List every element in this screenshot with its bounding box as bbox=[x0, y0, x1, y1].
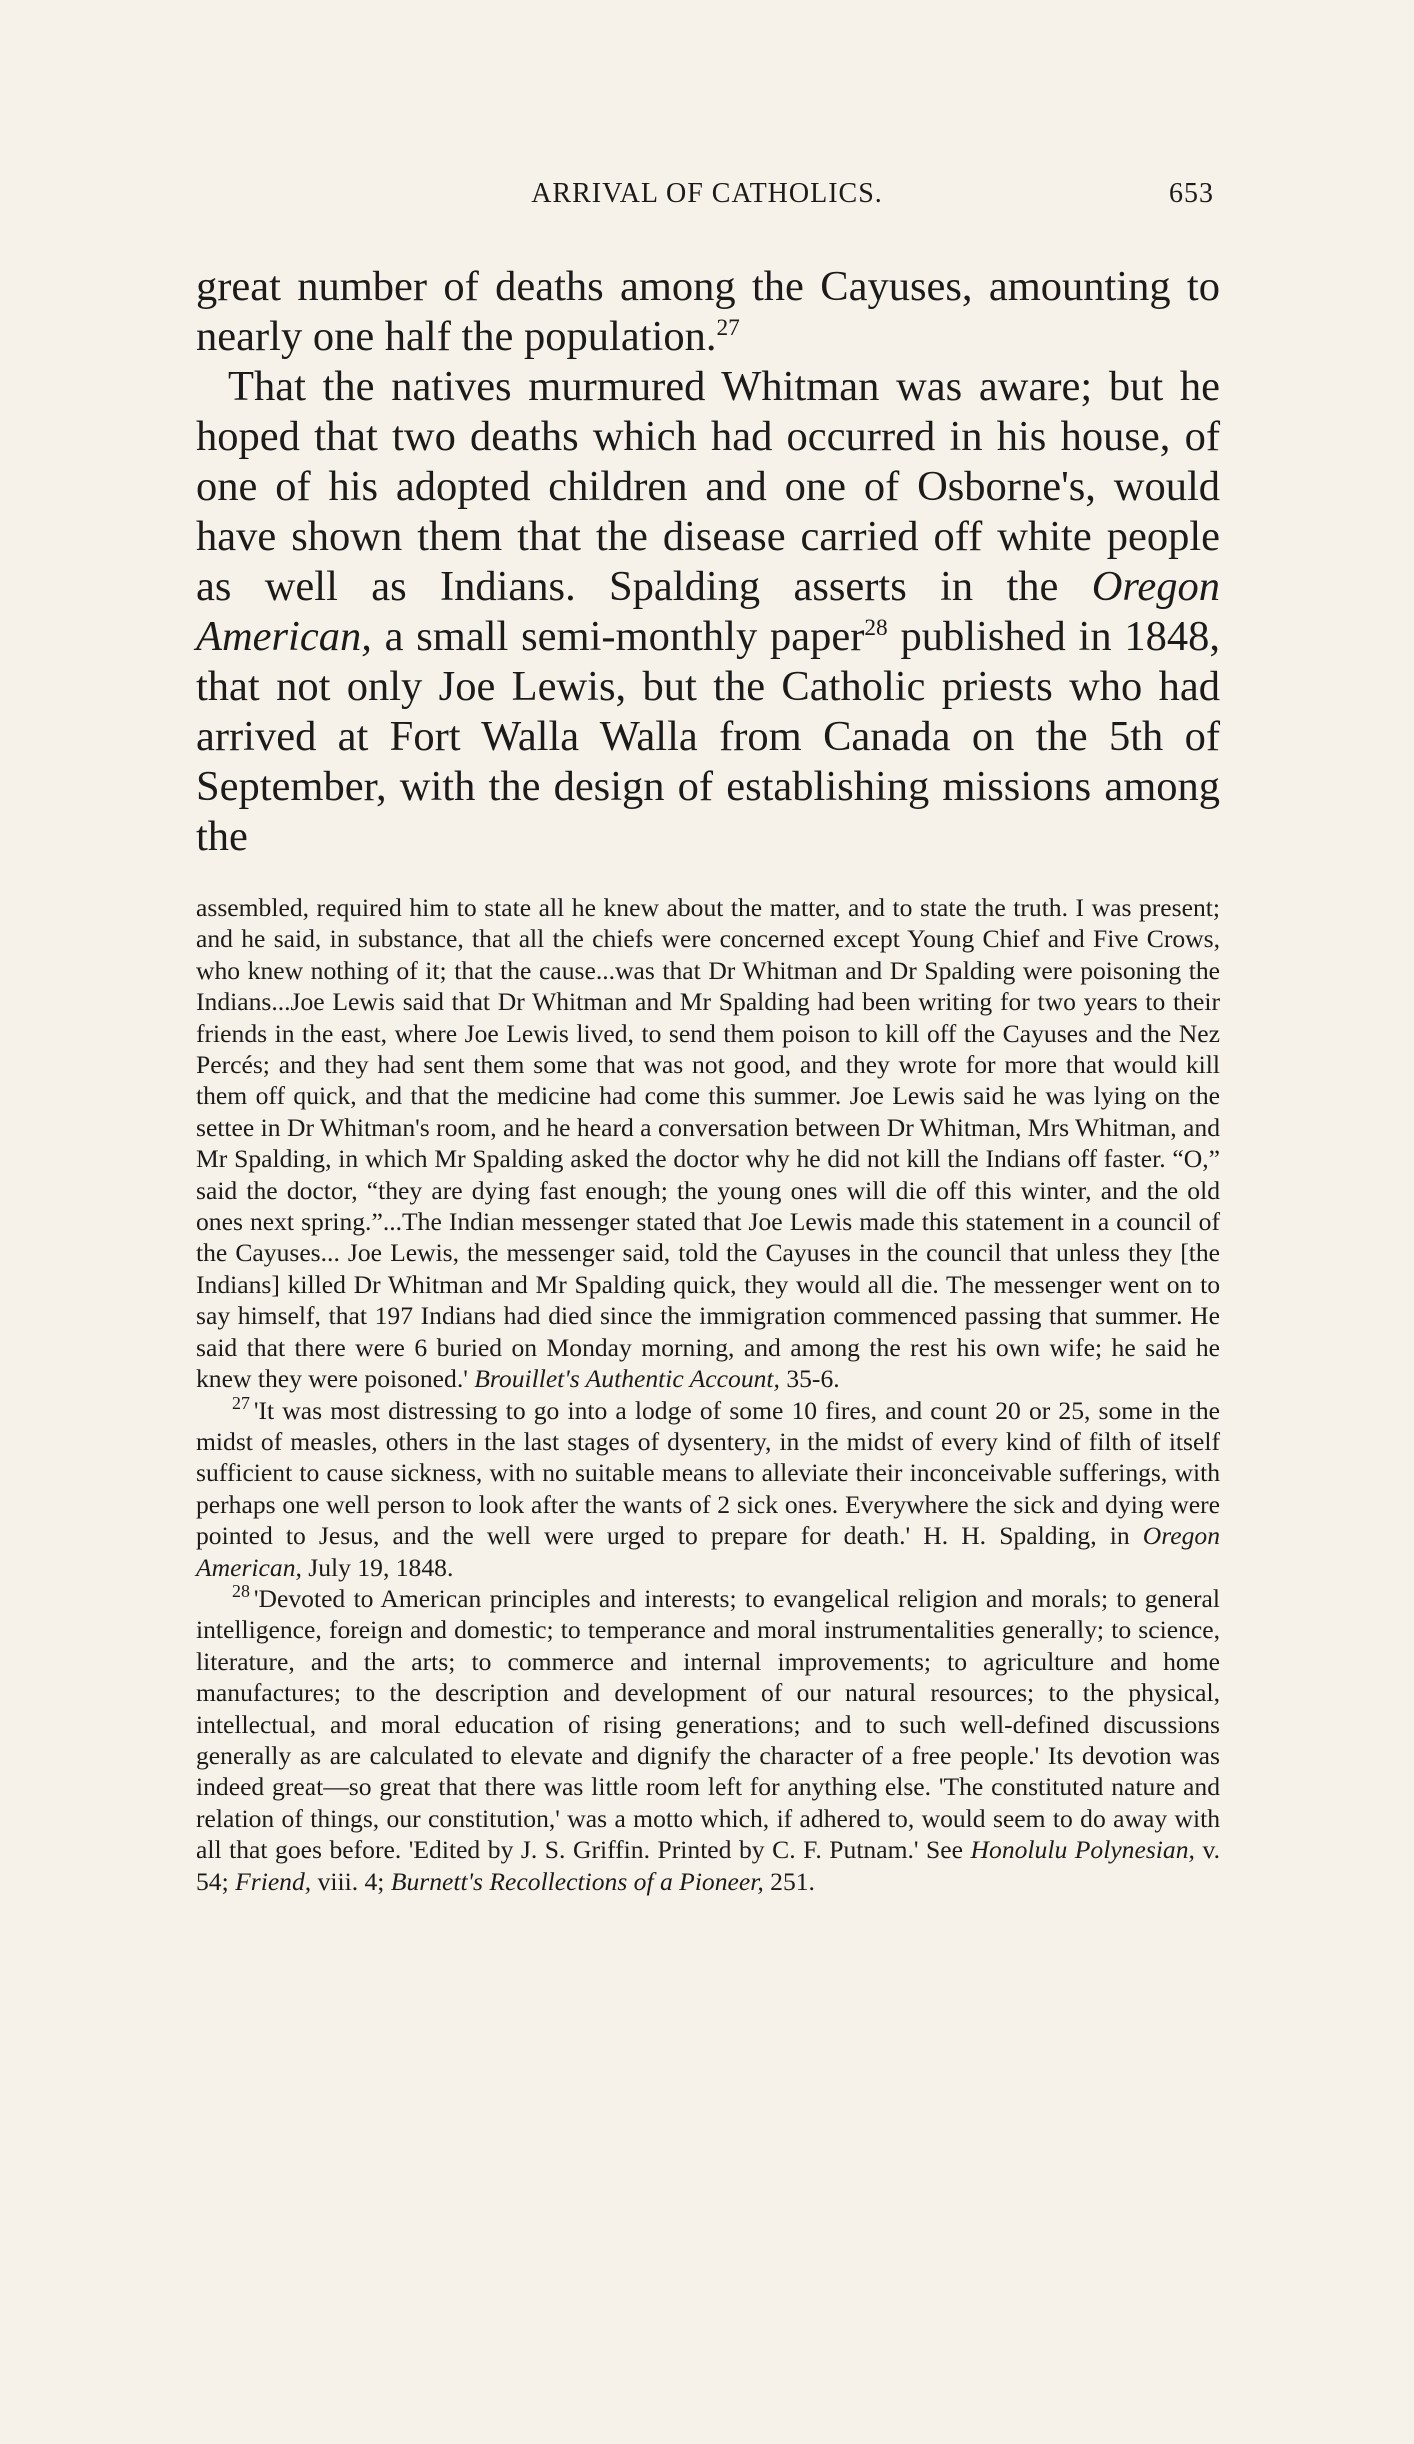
footnote-28-text: 'Devoted to American principles and interests; to evangelical religion and morals; to general intelligence, foreign and domestic; to temperance and moral instrumentalities generally; to science, literature, and the arts; to commerce and internal improvements; to agriculture and home manufactures; to the description and development of our natural resources; to the physical, intellectual, and moral education of rising generations; and to such well-defined discussions generally as are calculated to elevate and dignify the character of a free people.' Its devotion was indeed great—so great that there was little room left for anything else. 'The constituted nature and relation of things, our constitution,' was a motto which, if adhered to, would seem to do away with all that goes before. 'Edited by J. S. Griffin. Printed by C. F. Putnam.' See bbox=[196, 1583, 1220, 1865]
footnote-27-text: 'It was most distressing to go into a lodge of some 10 fires, and count 20 or 25, some in the midst of measles, others in the last stages of dysentery, in the midst of every kind of filth of itself sufficient to cause sickness, with no suitable means to alleviate their inconceivable sufferings, with perhaps one well person to look after the wants of 2 sick ones. Everywhere the sick and dying were pointed to Jesus, and the well were urged to prepare for death.' H. H. Spalding, in bbox=[196, 1395, 1220, 1551]
body-paragraph-1-text: great number of deaths among the Cayuses, amounting to nearly one half the population. bbox=[196, 263, 1220, 360]
page-number: 653 bbox=[1169, 178, 1214, 209]
page-header bbox=[0, 178, 1414, 218]
running-title: ARRIVAL OF CATHOLICS. bbox=[531, 178, 883, 209]
footnote-27-date: July 19, 1848. bbox=[301, 1552, 454, 1582]
body-paragraph-2 bbox=[196, 362, 1220, 862]
footnote-28-citation-3: Burnett's Recollections of a Pioneer, bbox=[390, 1866, 764, 1896]
footnote-28-text-b: v. 54; bbox=[196, 1835, 1220, 1896]
footnote-28-text-c: viii. 4; bbox=[311, 1866, 391, 1896]
footnote-ref-28: 28 bbox=[864, 614, 888, 641]
body-paragraph-2-part-a: That the natives murmured Whitman was aware; but he hoped that two deaths which had occurred in his house, of one of his adopted children and one of Osborne's, would have shown them that the disease carried off white people as well as Indians. Spalding asserts in the bbox=[196, 363, 1220, 610]
footnotes bbox=[196, 892, 1220, 1897]
body-paragraph-1 bbox=[196, 262, 1220, 362]
footnote-28 bbox=[196, 1583, 1220, 1897]
footnote-28-mark: 28 bbox=[232, 1581, 250, 1602]
footnote-27-citation: Oregon American, bbox=[196, 1521, 1220, 1582]
footnote-continuation-text: assembled, required him to state all he knew about the matter, and to state the truth. I was present; and he said, in substance, that all the chiefs were concerned except Young Chief and Five Crows, who knew nothing of it; that the cause...was that Dr Whitman and Dr Spalding were poisoning the Indians...Joe Lewis said that Dr Whitman and Mr Spalding had been writing for two years to their friends in the east, where Joe Lewis lived, to send them poison to kill off the Cayuses and the Nez Percés; and they had sent them some that was not good, and they wrote for more that would kill them off quick, and that the medicine had come this summer. Joe Lewis said he was lying on the settee in Dr Whitman's room, and he heard a conversation between Dr Whitman, Mrs Whitman, and Mr Spalding, in which Mr Spalding asked the doctor why he did not kill the Indians off faster. “O,” said the doctor, “they are dying fast enough; the young ones will die off this winter, and the old ones next spring.”...The Indian messenger stated that Joe Lewis made this statement in a council of the Cayuses... Joe Lewis, the messenger said, told the Cayuses in the council that unless they [the Indians] killed Dr Whitman and Mr Spalding quick, they would all die. The messenger went on to say himself, that 197 Indians had died since the immigration commenced passing that summer. He said that there were 6 buried on Monday morning, and among the rest his own wife; he said he knew they were poisoned.' bbox=[196, 893, 1220, 1394]
body-paragraph-2-part-c: published in 1848, that not only Joe Lewis, but the Catholic priests who had arrived at Fort Walla Walla from Canada on the 5th of September, with the design of establishing missions among the bbox=[196, 613, 1221, 860]
footnote-28-citation-1: Honolulu Polynesian, bbox=[970, 1835, 1195, 1865]
footnote-28-text-d: 251. bbox=[763, 1866, 815, 1896]
newspaper-title: Oregon American, bbox=[196, 563, 1220, 660]
footnote-continuation-pages: 35-6. bbox=[779, 1364, 840, 1394]
footnote-27 bbox=[196, 1392, 1220, 1583]
body-paragraph-2-part-b: a small semi-monthly paper bbox=[371, 613, 865, 660]
footnote-ref-27: 27 bbox=[716, 314, 740, 341]
footnote-continuation bbox=[196, 892, 1220, 1395]
footnote-28-citation-2: Friend, bbox=[235, 1866, 312, 1896]
footnote-continuation-citation: Brouillet's Authentic Account, bbox=[474, 1364, 780, 1394]
footnote-27-mark: 27 bbox=[232, 1392, 250, 1413]
main-text bbox=[196, 262, 1220, 862]
